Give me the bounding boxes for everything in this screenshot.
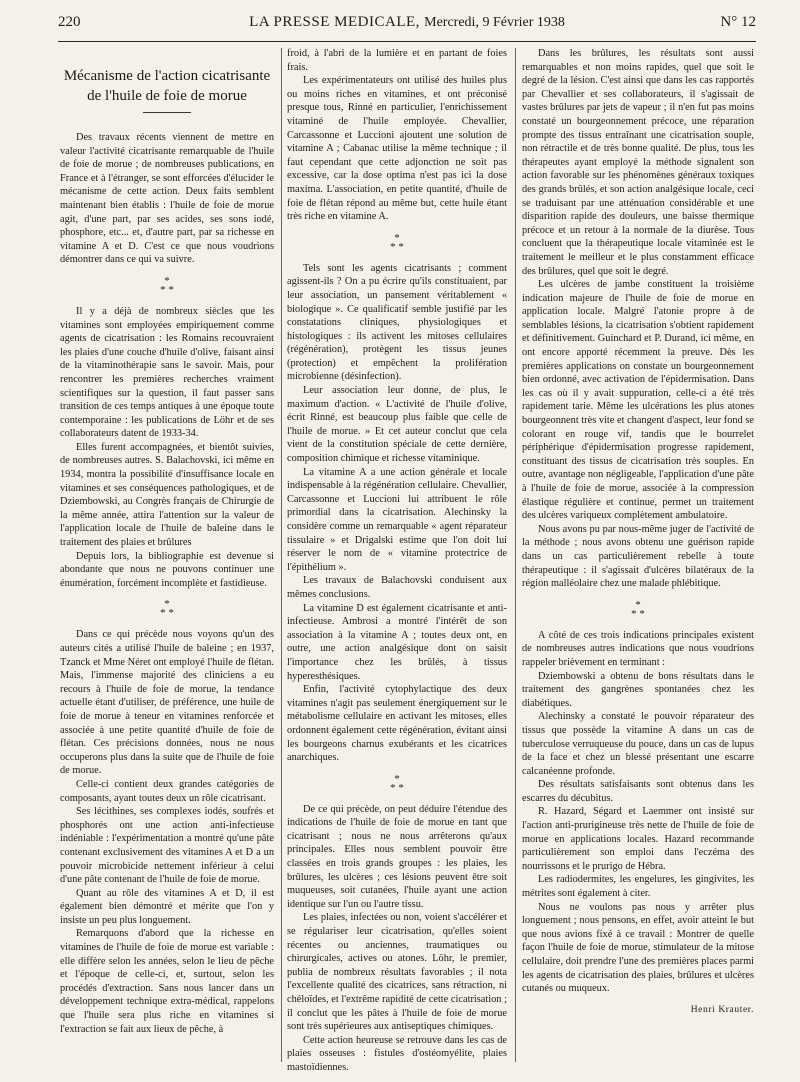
- paragraph: Nous ne voulons pas nous y arrêter plus longuement ; nous pensons, en effet, avoir atteint le but que nous avions fixé à ce travail : Montrer de quelle façon l'huile de foie de morue, stimulateur de la mitose cellulaire, doit prendre l'une des premières places parmi les agents de cicatrisation des plaies, brûlures et ulcères cutanés ou muqueux.: [522, 901, 754, 995]
- column-2: [287, 47, 507, 1075]
- paragraph: La vitamine A a une action générale et locale indispensable à la régénération cellulaire. Chevallier, Carcassonne et Luccioni lui attribuent le rôle primordial dans la cicatrisation. Alechinsky la considère comme un remarquable « agent réparateur tissulaire » et Drigalski estime que l'on doit lui réserver le nom de « vitamine protectrice de l'épithélium ».: [287, 466, 507, 573]
- paragraph: Dziembowski a obtenu de bons résultats dans le traitement des gangrènes spontanées chez les diabétiques.: [522, 670, 754, 709]
- section-asterism: * * *: [631, 598, 645, 620]
- paragraph: Dans ce qui précède nous voyons qu'un des auteurs cités a utilisé l'huile de baleine ; en 1937, Tzanck et Mme Néret ont employé l'huile de flétan. Mais, l'immense majorité des cliniciens a eu recours à l'huile de foie de morue, la tendance actuelle étant d'utiliser, de préférence, une huile de foie de morue à teneur en vitamines renforcée et associée à une petite quantité d'huile de foie de flétan. Ces précisions données, nous ne nous occuperons plus dans la suite que de l'huile de foie de morue.: [60, 629, 274, 777]
- journal-masthead: [118, 14, 696, 31]
- paragraph: froid, à l'abri de la lumière et en partant de foies frais.: [287, 48, 507, 73]
- column-3: [522, 47, 754, 1017]
- paragraph: Il y a déjà de nombreux siècles que les vitamines sont employées empiriquement comme agents de cicatrisation : les Romains recouvraient les plaies d'une couche d'huile d'olive, faisant ainsi de la vitaminothérapie sans le savoir. Mais, pour rencontrer les premières recherches vraiment scientifiques sur la question, il faut passer sans transition de ces temps antiques à une époque toute contemporaine : les publications de Löhr et de ses collaborateurs datent de 1933-34.: [60, 305, 274, 440]
- issue-date: Mercredi, 9 Février 1938: [424, 15, 565, 30]
- section-asterism: * * *: [160, 598, 174, 620]
- article-title-line-1: Mécanisme de l'action cicatrisante: [63, 68, 271, 84]
- paragraph: Les travaux de Balachovski conduisent aux mêmes conclusions.: [287, 575, 507, 600]
- paragraph: Ses lécithines, ses complexes iodés, soufrés et phosphorés ont une action anti-infectieuse indéniable : l'expérimentation a montré qu'une pâte contenant exclusivement des vitamines A et D a un pouvoir microbicide nettement inférieur à celui d'une pâte contenant de l'huile de foie de morue.: [60, 806, 274, 886]
- column-divider-2: [515, 48, 516, 1062]
- paragraph: Les radiodermites, les engelures, les gingivites, les métrites sont également à citer.: [522, 874, 754, 900]
- paragraph: R. Hazard, Ségard et Laemmer ont insisté sur l'action anti-prurigineuse très nette de l'huile de foie de morue en applications locales. Hazard recommande particulièrement son emploi dans l'eczéma des nourrissons et le prurigo de Hébra.: [522, 806, 754, 872]
- paragraph: Des travaux récents viennent de mettre en valeur l'activité cicatrisante remarquable de l'huile de foie de morue ; de nombreuses publications, en France et à l'étranger, se sont efforcées d'élucider le mécanisme de cette action. Deux faits semblent maintenant bien établis : l'huile de foie de morue agit, d'une part, par ses acides, ses sons iodé, phosphore, etc... et, d'autre part, par sa richesse en vitamine A et D. C'est ce que nous voudrions démontrer dans ce qui va suivre.: [60, 132, 274, 266]
- journal-name: LA PRESSE MEDICALE,: [249, 14, 420, 30]
- paragraph: Leur association leur donne, de plus, le maximum d'action. « L'activité de l'huile d'olive, écrit Rinné, est beaucoup plus faible que celle de l'huile de morue. » Et cet auteur conclut que cela vient de la constitution spéciale de cette dernière, composition chimique et richesse vitaminique.: [287, 385, 507, 465]
- paragraph: Depuis lors, la bibliographie est devenue si abondante que nous ne pouvons continuer une énumération, forcément incomplète et fastidieuse.: [60, 550, 274, 589]
- paragraph: Des résultats satisfaisants sont obtenus dans les escarres du décubitus.: [522, 779, 754, 804]
- article-title: [60, 66, 274, 106]
- paragraph: Quant au rôle des vitamines A et D, il est également bien démontré et mérite que l'on y insiste un peu plus longuement.: [60, 887, 274, 926]
- issue-number: N° 12: [720, 14, 756, 30]
- column-1: [60, 50, 274, 1036]
- paragraph: Enfin, l'activité cytophylactique des deux vitamines n'agit pas seulement énergiquement sur le métabolisme cellulaire en activant les mitoses, elles ordonnent également cette régénération, évitant ainsi les bourgeons charnus exubérants et les cicatrices anarchiques.: [287, 684, 507, 764]
- paragraph: Les expérimentateurs ont utilisé des huiles plus ou moins riches en vitamines, et ont préconisé presque tous, Rinné en particulier, l'enrichissement vitaminé de l'huile employée. Chevallier, Carcassonne et Luccioni ajoutent une solution de vitamine A ; Cabanac utilise la même technique ; il faut cependant que cette adjonction ne soit pas excessive, car la dose optima n'est pas ici la dose maxima. L'association, en petite quantité, d'huile de foie de flétan répond au même but, cette huile étant très riche en vitamine A.: [287, 75, 507, 223]
- paragraph: A côté de ces trois indications principales existent de nombreuses autres indications que nous voudrions rappeler brièvement en terminant :: [522, 629, 754, 668]
- section-asterism: * * *: [390, 231, 404, 253]
- section-asterism: * * *: [160, 274, 174, 296]
- title-separator: [143, 112, 191, 113]
- paragraph: Cette action heureuse se retrouve dans les cas de plaies osseuses : fistules d'ostéomyélite, plaies mastoïdiennes.: [287, 1034, 507, 1073]
- paragraph: Remarquons d'abord que la richesse en vitamines de l'huile de foie de morue est variable : elle diffère selon les années, selon le lieu de pêche et l'époque de celle-ci, et, surtout, selon les procédés d'extraction. Sans nous lancer dans un développement technique extra-médical, rappelons que l'huile sera plus riche en vitamines si l'extraction se fait aux lieux de pêche, à: [60, 928, 274, 1035]
- header-rule: [58, 41, 756, 42]
- author-signature: Henri Krauter.: [690, 1004, 754, 1015]
- paragraph: Les plaies, infectées ou non, voient s'accélérer et se régulariser leur cicatrisation, qu'elles soient récentes ou anciennes, traumatiques ou chirurgicales, actives ou atones. Löhr, le premier, publia de nombreux résultats favorables ; il nota l'excellente qualité des cicatrices, sans rétraction, ni chéloïdes, et l'extrême rapidité de cette cicatrisation ; il conclut que les pâtes à l'huile de foie de morue sont très supérieures aux antiseptiques chimiques.: [287, 912, 507, 1033]
- column-divider-1: [281, 48, 282, 1062]
- page-header: [58, 14, 756, 38]
- paragraph: Tels sont les agents cicatrisants ; comment agissent-ils ? On a pu écrire qu'ils constituaient, par leur association, un pansement véritablement « biologique ». Ce qualificatif semble justifié par les constatations cliniques, physiologiques et histologiques : ils activent les mitoses cellulaires (régénération), protègent les tissus jeunes (protection) et empêchent la prolifération microbienne (désinfection).: [287, 262, 507, 383]
- paragraph: Celle-ci contient deux grandes catégories de composants, ayant toutes deux un rôle cicatrisant.: [60, 778, 274, 804]
- paragraph: De ce qui précède, on peut déduire l'étendue des indications de l'huile de foie de morue en tant que cicatrisant ; nous ne nous arrêterons qu'aux principales. Elles nous semblent pouvoir être classées en trois grands groupes : les plaies, les brûlures, les ulcères ; ces lésions peuvent être soit muqueuses, soit cutanées, l'huile ayant une action identique sur l'un ou l'autre tissu.: [287, 803, 507, 910]
- paragraph: Alechinsky a constaté le pouvoir réparateur des tissus que possède la vitamine A dans un cas de tuberculose verruqueuse du pouce, dans un cas de lupus de la face et chez un blessé présentant une escarre calcanéenne profonde.: [522, 711, 754, 777]
- page-number: 220: [58, 14, 81, 30]
- paragraph: Elles furent accompagnées, et bientôt suivies, de nombreuses autres. S. Balachovski, ici même en 1934, montra la possibilité d'insuffisance locale en vitamines et ses conséquences pathologiques, et de Dziembowski, au Congrès français de Chirurgie de la même année, attira l'attention sur la valeur de l'application locale de l'huile de baleine dans le traitement des plaies et brûlures: [60, 441, 274, 549]
- article-title-line-2: de l'huile de foie de morue: [87, 88, 247, 104]
- paragraph: Dans les brûlures, les résultats sont aussi remarquables et non moins rapides, quel que soit le degré de la lésion. C'est ainsi que dans les cas rapportés par Chevallier et ses collaborateurs, il s'agissait de vastes brûlures par jets de vapeur ; il n'en fut pas moins constaté un bourgeonnement précoce, une réparation prompte des tissus entraînant une cicatrisation souple, non rétractile et de très bonne qualité. De plus, tous les thérapeutes ayant employé la méthode signalent son action favorable sur les phénomènes généraux toxiques des grands brûlés, et son action analgésique locale, ceci se traduisant par une atténuation considérable et une disparition rapide des douleurs, une baisse thermique précoce et un retour à la normale de la diurèse. Tous concluent que la thérapeutique locale vitaminée est le traitement le meilleur et le plus constamment efficace des brûlures, quel que soit le degré.: [522, 48, 754, 277]
- paragraph: Nous avons pu par nous-même juger de l'activité de la méthode ; nous avons obtenu une guérison rapide dans un cas particulièrement rebelle à toute thérapeutique : il s'agissait d'ulcères bilatéraux de la région malléolaire chez une malade phlébitique.: [522, 523, 754, 590]
- section-asterism: * * *: [390, 772, 404, 794]
- paragraph: La vitamine D est également cicatrisante et anti-infectieuse. Ambrosi a montré l'intérêt de son association à la vitamine A ; toutes deux ont, en outre, une action analgésique dont on saisit l'importance chez les brûlés, à tissus hyperesthésiques.: [287, 602, 507, 682]
- paragraph: Les ulcères de jambe constituent la troisième indication majeure de l'huile de foie de morue en application locale. Malgré l'atonie propre à de semblables lésions, la cicatrisation s'obtient rapidement et définitivement. Guinchard et P. Durand, ici même, en ont encore apporté récemment la preuve. Dès les premières applications on constate un bourgeonnement bien ordonné, avec activation de l'épidermisation. Dans les cas où il y avait suppuration, celle-ci a été très rapidement tarie. Même les ulcérations les plus atones bourgeonnent très vite et changent d'aspect, leur fond se colorant en rouge vif, tandis que le bourrelet périphérique d'épidermisation progresse rapidement, constituant des tissus de cicatrisation très souples. En outre, avantage non négligeable, l'application d'une pâte à l'huile de foie de morue, associée à la compression élastique régulière et continue, permet un traitement des ulcères variqueux complètement ambulatoire.: [522, 279, 754, 522]
